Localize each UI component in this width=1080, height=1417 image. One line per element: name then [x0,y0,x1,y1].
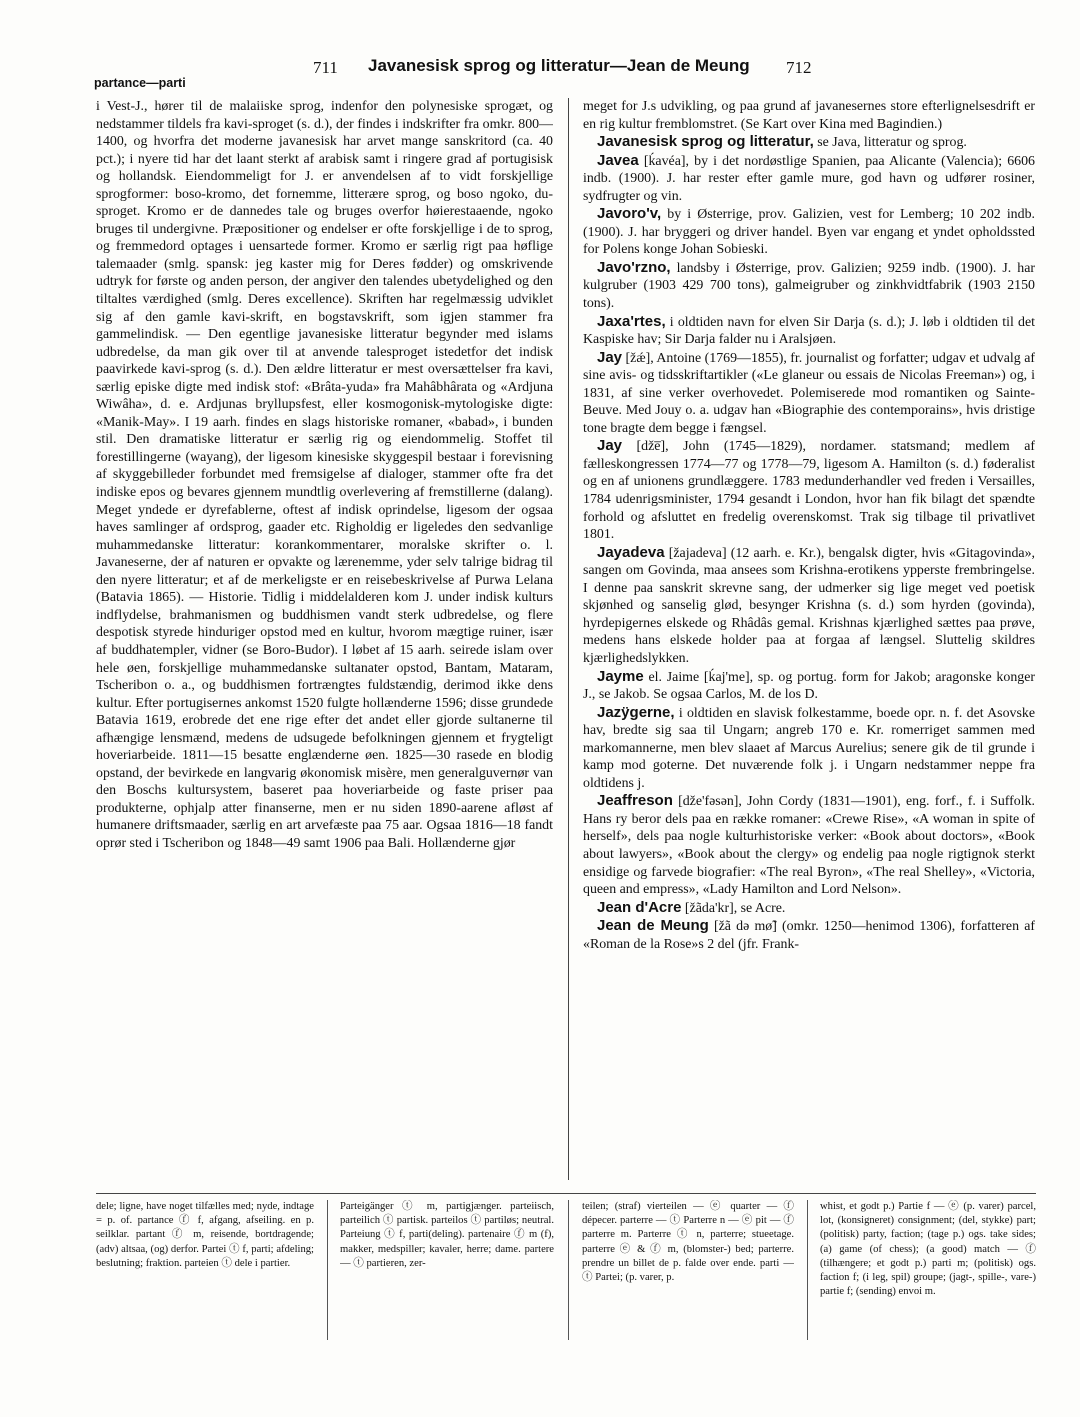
bottom-divider [807,1200,808,1340]
entry-headword: Jeaffreson [597,792,673,810]
entry-headword: Jay [597,437,623,455]
dictionary-entry [583,133,1035,152]
dictionary-entry [583,152,1035,206]
entry-headword: Jay [597,348,623,366]
entry-body: [žajadeva] (12 aarh. e. Kr.), bengalsk digter, hvis «Gitagovinda», sangen om Govinda, maa ansees som Krishna-erotikens ypperste frembringelse. I denne paa sanskrit skrevne sang, der udmerker sig lige meget ved poetisk skjønhed og sanselig glød, besynger Krishna (s. d.) som hyrden (govinda), hyrdepigernes elskede og Rhâdâs gemal. Krishnas kjærlighed sættes paa prøve, medens hans elskede holder paa at forgaa af længsel. Sluttelig skildres kjærlighedslykken. [583,545,1035,666]
right-column [583,98,1035,1180]
page-number-left: 711 [313,58,338,77]
dictionary-entry [583,313,1035,349]
dictionary-entry [583,704,1035,793]
dictionary-entry [583,917,1035,953]
left-paragraph: i Vest-J., hører til de malaiiske sprog, indenfor den polynesiske sprogæt, og nedstammer tildels fra kavi-sproget (s. d.), der findes i indskrifter fra omkr. 800—1400, og hvorfra det moderne javanesisk har arvet mange sanskritord (ca. 40 pct.); i nyere tid har det laant sterkt af arabisk samt i ringere grad af portugisisk og hollandsk. Eiendommeligt for J. er anvendelsen af to vidt forskjellige sprogformer: boso-kromo, det fornemme, litterære sprog, og boso ngoko, du-sproget. Kromo er de dannedes tale og bruges overfor høierestaaende, ngoko bruges til undergivne. Præpositioner og endelser er ofte forskjellige i de to sprog, og fremmedord optages i uensartede former. Kromo er særlig rigt paa høflige talemaader (smlg. spansk: jeg kaster mig for Deres fødder) og omskrivende udtryk for første og anden person, der angiver den talendes ubetydelighed og den tiltaltes værdighed (smlg. Deres excellence). Skriften har regelmæssig udviklet sig af den gamle kavi-skrift, en bogstavskrift, som igjen stammer fra gammelindisk. — Den egentlige javanesiske litteratur begynder med islams udbredelse, da man gik over til at anvende talesproget istedetfor det indisk paavirkede kavi-sprog (s. d.). Den ældre litteratur er mest oversættelser fra kavi, særlig episke digte med indisk stof: «Brâta-yuda» fra Mahâbhârata og «Ardjuna Wiwâha», d. e. Ardjunas bryllupsfest, eller kosmogonisk-mytologiske digte: «Manik-May». I 19 aarh. findes en slags historiske romaner, «babad», i bunden stil. Den dramatiske litteratur er særlig rig og eiendommelig. Stoffet til forestillingerne (wayang), der ligesom kinesiske skyggespil bestaar i forevisning af skyggebilleder forbundet med fremsigelse af dialoger, stammer ofte fra det indiske epos og bevares gjennem mundtlig overlevering af fremstillerne (dalang). Meget yndede er dyrefablerne, oftest af indisk oprindelse, ligesom der ogsaa haves samlinger af ordsprog, gaader etc. Righoldig er ligeledes den sedvanlige muhammedanske litteratur: korankommentarer, moralske skrifter o. l. Javaneserne, der af naturen er opvakte og lærenemme, yder selv talrige bidrag til den nyere litteratur; et af de merkeligste er en reisebeskrivelse af Purwa Lelana (Batavia 1865). — Historie. Tidlig i middelalderen kom J. under indisk kulturs indflydelse, brahmanismen og buddhismen vandt sterk udbredelse, og flere despotisk styrede hinduriger opstod med en kultur, hvorom mægtige ruiner, især af buddhatempler, vidner (se Boro-Budor). I løbet af 15 aarh. seirede islam over hele øen, forskjellige muhammedanske sultanater opstod, Bantam, Mataram, Tscheribon o. a., og buddhismen fortrængtes fuldstændig, derimod ikke dens kultur. Efter portugisernes ankomst 1520 fulgte hollænderne 1596; disse grundede Batavia 1619, erobrede det ene rige efter det andet eller gjorde sultanerne til afhængige lensmænd, medens de udsugede befolkningen gjennem et frygteligt hoveriarbeide. 1811—15 besatte englænderne øen. 1825—30 rasede en blodig opstand, der bevirkede en langvarig økonomisk misère, men generalguvernør van den Boschs kultursystem, baseret paa hoveriarbeide og faste priser paa produkterne, ophjalp atter finanserne, men er nu siden 1890-aarene afløst af humanere driftsmaader, særlig en art arvefæste paa 75 aar. Ogsaa 1816—18 fandt oprør sted i Tscheribon og 1848—49 samt 1906 paa Bali. Hollænderne gjør [96,99,553,851]
entry-headword: Javanesisk sprog og litteratur, [597,133,814,151]
dictionary-entry [583,205,1035,259]
bottom-text: Parteigänger ⓣ m, partigjænger. parteiisch, parteilich ⓣ partisk. parteilos ⓣ partiløs; neutral. Parteiung ⓣ f, parti(deling). partenaire ⓕ m (f), makker, medspiller; kavaler, herre; dame. partere — ⓣ partieren, zer- [340,1201,554,1269]
left-column [96,98,553,1180]
dictionary-entry [583,349,1035,438]
dictionary-entry [583,899,1035,918]
entry-body: i oldtiden en slavisk folkestamme, boede opr. n. f. det Asovske hav, bredte sig saa til Ungarn; angreb 170 e. Kr. romerriget sammen med markomannerne, men blev slaaet af Marcus Aurelius; senere gik de til grunde i kamp mod goterne. Det nuværende folk j. i Ungarn nedstammer neppe fra oldtidens j. [583,705,1035,791]
entry-body: se Java, litteratur og sprog. [813,135,967,151]
bottom-text: dele; ligne, have noget tilfælles med; nyde, indtage = p. of. partance ⓕ f, afgang, afseiling. en p. seilklar. partant ⓕ m, reisende, bortdragende; (adv) altsaa, (og) derfor. Partei ⓣ f, parti; afdeling; beslutning; fraktion. parteien ⓣ dele i partier. [96,1201,314,1269]
guide-word: partance—parti [94,76,186,90]
dictionary-entry [583,544,1035,668]
bottom-divider [568,1200,569,1340]
entry-headword: Javo'rzno, [597,258,671,276]
bottom-text: whist, et godt p.) Partie f — ⓔ (p. varer) parcel, lot, (konsigneret) consignment; (del, stykke) part; (politisk) party, faction; (tage p.) ogs. take sides; (a) game (of chess); (a good) match — ⓕ (tilhængere; et godt p.) parti m; (politisk) ogs. faction f; (i leg, spil) groupe; (jagt-, spille-, vare-) partie f; (sending) envoi m. [820,1201,1036,1298]
bottom-column-1 [96,1200,314,1400]
entry-body: [žǽ], Antoine (1769—1855), fr. journalist og forfatter; udgav et udvalg af sine avis- og tidsskriftartikler («Le glaneur ou essais de Nicolas Freeman») og, i 1831, af sine verker overhovedet. Polemiserede mod romantiken og Sainte-Beuve. Med Jouy o. a. udgav han «Biographie des contemporains», hvis dristige tone bragte dem begge i fængsel. [583,350,1035,436]
entry-headword: Javoro'v, [597,205,662,223]
entry-list [583,133,1035,953]
bottom-text: teilen; (straf) vierteilen — ⓔ quarter — ⓕ dépecer. parterre — ⓣ Parterre n — ⓔ pit — ⓕ parterre m. Parterre ⓣ n, parterre; stueetage. parterre ⓔ & ⓕ m, (blomster-) bed; parterre. prendre un billet de p. falde over ende. parti — ⓣ Partei; (p. varer, p. [582,1201,794,1284]
entry-headword: Jean de Meung [597,917,709,935]
dictionary-entry [583,792,1035,898]
bottom-column-3 [582,1200,794,1400]
entry-body: el. Jaime [ḱaj'me], sp. og portug. form for Jakob; aragonske konger J., se Jakob. Se ogsaa Carlos, M. de los D. [583,669,1035,703]
footer-divider [96,1193,1036,1194]
entry-headword: Jaxa'rtes, [597,312,666,330]
continuation-text: meget for J.s udvikling, og paa grund af javanesernes store efterlignelsesdrift er en rig kultur fremblomstret. (Se Kart over Kina med Bagindien.) [583,99,1035,132]
entry-headword: Jayme [597,667,644,685]
column-divider [568,98,569,1180]
entry-body: i oldtiden navn for elven Sir Darja (s. d.); J. løb i oldtiden til det Kaspiske hav; Sir Darja falder nu i Aralsjøen. [583,314,1035,348]
entry-body: [dže'fəsən], John Cordy (1831—1901), eng. forf., f. i Suffolk. Hans ry beror dels paa en række romaner: «Crewe Rise», «A woman in spite of herself», dels paa nogle kulturhistoriske verker: «Book about doctors», «Book about lawyers», «Book about the clergy» og endelig paa nogle rigtignok sterkt ensidige og farvede biografier: «The real Byron», «The real Shelley», «Victoria, queen and empress», «Lady Hamilton and Lord Nelson». [583,794,1035,898]
entry-headword: Jazÿgerne, [597,703,675,721]
entry-body: [žãda'kr], se Acre. [681,900,786,916]
dictionary-entry [583,668,1035,704]
entry-body: [žã də mø̃] (omkr. 1250—henimod 1306), forfatteren af «Roman de la Rose»s 2 del (jfr. Frank- [583,919,1035,952]
page-number-right: 712 [786,58,812,77]
running-head-title: Javanesisk sprog og litteratur—Jean de Meung [368,56,750,75]
bottom-column-4 [820,1200,1036,1400]
entry-body: [ḱavéa], by i det nordøstlige Spanien, paa Alicante (Valencia); 6606 indb. (1900). J. har rester efter gamle mure, god havn og udfører rosiner, sydfrugter og vin. [583,153,1035,204]
entry-headword: Jean d'Acre [597,898,682,916]
dictionary-entry [583,259,1035,313]
entry-headword: Javea [597,151,639,169]
entry-body: by i Østerrige, prov. Galizien, vest for Lemberg; 10 202 indb. (1900). J. har bryggeri og driver handel. Byen var engang et yndet opholdssted for Polens konge Johan Sobieski. [583,207,1035,258]
entry-headword: Jayadeva [597,543,665,561]
bottom-column-2 [340,1200,554,1400]
dictionary-entry [583,437,1035,543]
entry-body: landsby i Østerrige, prov. Galizien; 9259 indb. (1900). J. har kulgruber (1903 429 700 tons), galmeigruber og zinkhvidtfabrik (1903 2150 tons). [583,260,1035,312]
bottom-divider [327,1200,328,1340]
entry-body: [dže̅], John (1745—1829), nordamer. statsmand; medlem af fælleskongressen 1774—77 og 1778—79, ligesom A. Hamilton (s. d.) føderalist og en af unionens grundlæggere. 1783 medunderhandler ved freden i Versailles, 1784 udenrigsminister, 1794 gesandt i London, hvor han fik bilagt det spændte forhold og afsluttet en fredelig overenskomst. Trak sig tilbage til privatlivet 1801. [583,439,1035,543]
